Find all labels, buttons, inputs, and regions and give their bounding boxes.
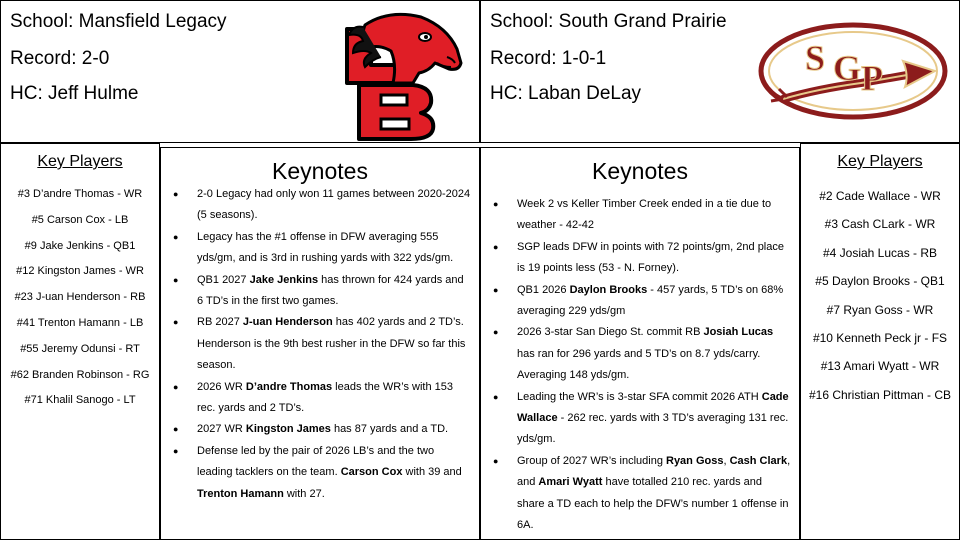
key-player-item: #13 Amari Wyatt - WR [820,359,940,374]
right-keynotes-list [481,194,799,537]
left-head-coach: HC: Jeff Hulme [10,83,139,104]
keynote-player-name: Amari Wyatt [538,476,603,489]
right-keynotes-title: Keynotes [592,158,688,184]
left-school-name: School: Mansfield Legacy [10,11,227,32]
keynote-text: Week 2 vs Keller Timber Creek ended in a tie due to weather - 42-42 [517,198,772,232]
key-player-item: #55 Jeremy Odunsi - RT [20,342,140,355]
keynote-item [481,451,791,537]
keynote-item [161,377,471,420]
key-player-item: #3 Cash CLark - WR [824,217,936,232]
keynote-player-name: Cash Clark [729,454,788,467]
key-player-item: #7 Ryan Goss - WR [826,302,934,317]
keynote-item [161,312,471,376]
left-key-players-title: Key Players [37,153,123,170]
keynote-text: has 87 yards and a TD. [330,423,449,436]
keynote-text: with 39 and [402,466,462,479]
keynote-text: , and [517,454,791,489]
keynote-text: 2026 3-star San Diego St. commit RB [517,326,704,339]
keynote-item [481,387,791,451]
keynote-text: leads the WR’s with 153 rec. yards and 2 TD’s. [197,380,453,415]
keynote-player-name: Carson Cox [340,466,403,479]
keynote-text: 2027 WR [197,423,246,436]
key-player-item: #4 Josiah Lucas - RB [822,245,938,260]
left-key-players-list [1,182,159,414]
key-player-item: #5 Carson Cox - LB [31,213,129,226]
keynote-text: - 262 rec. yards with 3 TD’s averaging 131 rec. yds/gm. [517,412,789,446]
mansfield-legacy-logo [301,7,469,141]
keynote-player-name: D’andre Thomas [245,380,333,393]
keynote-text: Defense led by the pair of 2026 LB’s and the two leading tacklers on the team. [197,444,435,479]
keynote-player-name: Kingston James [245,423,331,436]
keynote-item [161,441,471,505]
right-school-name: School: South Grand Prairie [490,11,727,32]
keynote-player-name: Daylon Brooks [569,283,648,296]
key-player-item: #3 D’andre Thomas - WR [17,188,143,200]
right-head-coach: HC: Laban DeLay [490,83,642,104]
keynote-item [161,184,471,227]
left-record: Record: 2-0 [10,48,110,69]
keynote-text: has 402 yards and 2 TD’s. Henderson is the 9th best rusher in the DFW so far this season. [197,316,466,372]
keynote-text: has thrown for 424 yards and 6 TD’s in the first two games. [197,273,464,308]
sgp-letter-p: P [861,58,883,98]
keynote-item [481,237,791,280]
south-grand-prairie-logo [757,21,949,121]
sgp-letter-s: S [805,38,826,78]
keynote-text: , [723,454,730,467]
keynote-item [161,227,471,270]
keynote-item [161,270,471,313]
keynote-player-name: Trenton Hamann [197,487,284,500]
keynote-text: - 457 yards, 5 TD’s on 68% averaging 229 yds/gm [517,283,784,318]
keynote-text: Leading the WR’s is 3-star SFA commit 2026 ATH [517,390,762,403]
left-team-header [0,0,480,143]
key-player-item: #23 J-uan Henderson - RB [14,291,146,304]
left-keynotes-panel [160,147,480,540]
keynote-player-name: Josiah Lucas [703,326,774,339]
sgp-letter-g: G [833,48,862,88]
keynote-text: 2-0 Legacy had only won 11 games between 2020-2024 (5 seasons). [197,188,471,222]
keynote-player-name: Cade Wallace [517,390,789,425]
keynote-item [481,322,791,386]
keynote-item [161,419,471,440]
right-key-players-list [801,182,959,409]
keynote-player-name: J-uan Henderson [242,316,333,329]
keynote-text: Group of 2027 WR’s including [517,454,666,467]
key-player-item: #71 Khalil Sanogo - LT [24,394,136,407]
keynote-item [481,280,791,323]
key-player-item: #41 Trenton Hamann - LB [16,316,144,329]
keynote-player-name: Jake Jenkins [249,273,319,286]
key-player-item: #12 Kingston James - WR [16,265,144,278]
keynote-text: Legacy has the #1 offense in DFW averaging 555 yds/gm, and is 3rd in rushing yards with 322 yds/gm. [197,230,454,265]
key-player-item: #62 Branden Robinson - RG [10,368,150,381]
keynote-text: have totalled 210 rec. yards and share a TD each to help the DFW’s number 1 offense in 6A. [517,476,789,532]
right-keynotes-panel [480,147,800,540]
left-key-players-panel [0,143,160,540]
keynote-text: RB 2027 [197,316,243,329]
keynote-text: QB1 2026 [517,283,570,296]
key-player-item: #5 Daylon Brooks - QB1 [815,274,945,289]
key-player-item: #16 Christian Pittman - CB [808,387,952,402]
keynote-text: 2026 WR [197,380,246,393]
keynote-item [481,194,791,237]
keynote-text: QB1 2027 [197,273,250,286]
key-player-item: #10 Kenneth Peck jr - FS [812,331,948,346]
right-record: Record: 1-0-1 [490,48,607,69]
keynote-text: SGP leads DFW in points with 72 points/gm, 2nd place is 19 points less (53 - N. Forney). [517,240,784,275]
left-keynotes-title: Keynotes [272,158,368,184]
right-key-players-panel [800,143,960,540]
key-player-item: #9 Jake Jenkins - QB1 [24,239,136,252]
keynote-text: has ran for 296 yards and 5 TD’s on 8.7 yds/carry. Averaging 148 yds/gm. [517,347,761,382]
keynote-player-name: Ryan Goss [666,454,724,467]
key-player-item: #2 Cade Wallace - WR [819,189,941,203]
left-keynotes-list [161,184,479,505]
right-team-header [480,0,960,143]
right-key-players-title: Key Players [837,153,923,170]
keynote-text: with 27. [283,487,325,500]
